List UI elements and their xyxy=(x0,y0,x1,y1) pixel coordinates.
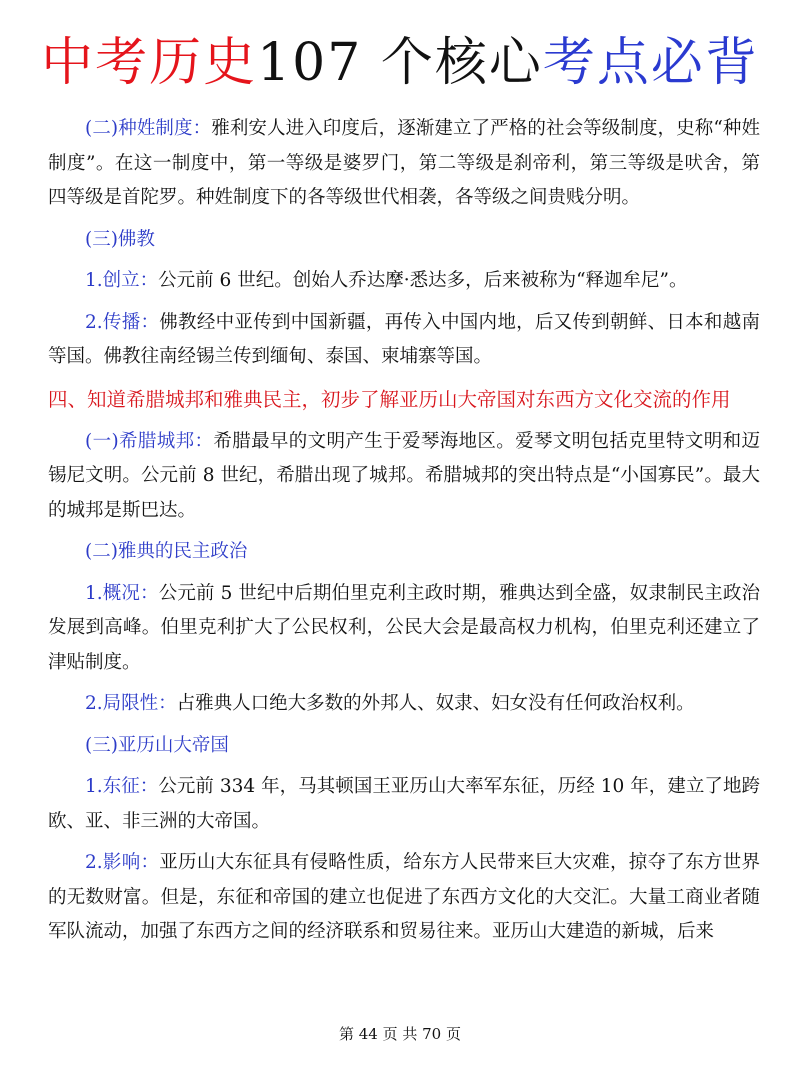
heading-alexander: (三)亚历山大帝国 xyxy=(85,734,229,756)
page-number-footer: 第 44 页 共 70 页 xyxy=(338,1025,461,1043)
heading-athens: (二)雅典的民主政治 xyxy=(85,541,248,562)
page-title xyxy=(0,28,800,98)
section-heading-4: 四、知道希腊城邦和雅典民主，初步了解亚历山大帝国对东西方文化交流的作用 xyxy=(48,387,731,411)
paragraph-athens-overview xyxy=(48,577,760,681)
title-part-blue: 考点必背 xyxy=(542,33,759,93)
paragraph-athens-limit xyxy=(48,687,760,722)
paragraph-alexander-impact xyxy=(48,846,760,950)
paragraph-buddhism-spread xyxy=(48,306,760,375)
heading-buddhism: (三)佛教 xyxy=(85,228,155,250)
text-alexander-impact: 亚历山大东征具有侵略性质，给东方人民带来巨大灾难，掠夺了东方世界的无数财富。但是，东征和帝国的建立也促进了东西方文化的大交汇。大量工商业者随军队流动，加强了东西方之间的经济联系和贸易往来。亚历山大建造的新城，后来 xyxy=(48,852,760,942)
text-buddhism-spread: 佛教经中亚传到中国新疆，再传入中国内地，后又传到朝鲜、日本和越南等国。佛教往南经锡兰传到缅甸、泰国、柬埔寨等国。 xyxy=(48,311,760,367)
text-athens-limit: 占雅典人口绝大多数的外邦人、奴隶、妇女没有任何政治权利。 xyxy=(176,693,695,714)
text-caste: 雅利安人进入印度后，逐渐建立了严格的社会等级制度，史称“种姓制度”。在这一制度中，第一等级是婆罗门，第二等级是刹帝利，第三等级是吠舍，第四等级是首陀罗。种姓制度下的各等级世代相袭，各等级之间贵贱分明。 xyxy=(48,118,760,208)
document-body xyxy=(48,112,760,957)
text-alexander-conquest: 公元前 334 年，马其顿国王亚历山大率军东征，历经 10 年，建立了地跨欧、亚、非三洲的大帝国。 xyxy=(48,776,760,832)
text-athens-overview: 公元前 5 世纪中后期伯里克利主政时期，雅典达到全盛，奴隶制民主政治发展到高峰。伯里克利扩大了公民权利，公民大会是最高权力机构，伯里克利还建立了津贴制度。 xyxy=(48,582,760,673)
paragraph-alexander-conquest xyxy=(48,770,760,839)
label-greek-city: (一)希腊城邦： xyxy=(85,430,214,452)
paragraph-caste xyxy=(48,112,760,216)
label-caste: (二)种姓制度： xyxy=(85,118,212,139)
paragraph-buddhism-founding xyxy=(48,264,760,299)
label-buddhism-spread: 2.传播： xyxy=(85,311,160,333)
label-alexander-conquest: 1.东征： xyxy=(85,776,159,797)
title-part-black: 107 个核心 xyxy=(257,33,543,93)
label-athens-overview: 1.概况： xyxy=(85,582,159,604)
paragraph-greek-city xyxy=(48,425,760,529)
title-part-red: 中考历史 xyxy=(41,33,258,93)
label-athens-limit: 2.局限性： xyxy=(85,693,177,714)
label-alexander-impact: 2.影响： xyxy=(85,852,160,873)
text-buddhism-founding: 公元前 6 世纪。创始人乔达摩·悉达多，后来被称为“释迦牟尼”。 xyxy=(158,270,688,291)
label-buddhism-founding: 1.创立： xyxy=(85,270,159,291)
text-greek-city: 希腊最早的文明产生于爱琴海地区。爱琴文明包括克里特文明和迈锡尼文明。公元前 8 世纪，希腊出现了城邦。希腊城邦的突出特点是“小国寡民”。最大的城邦是斯巴达。 xyxy=(48,430,760,521)
